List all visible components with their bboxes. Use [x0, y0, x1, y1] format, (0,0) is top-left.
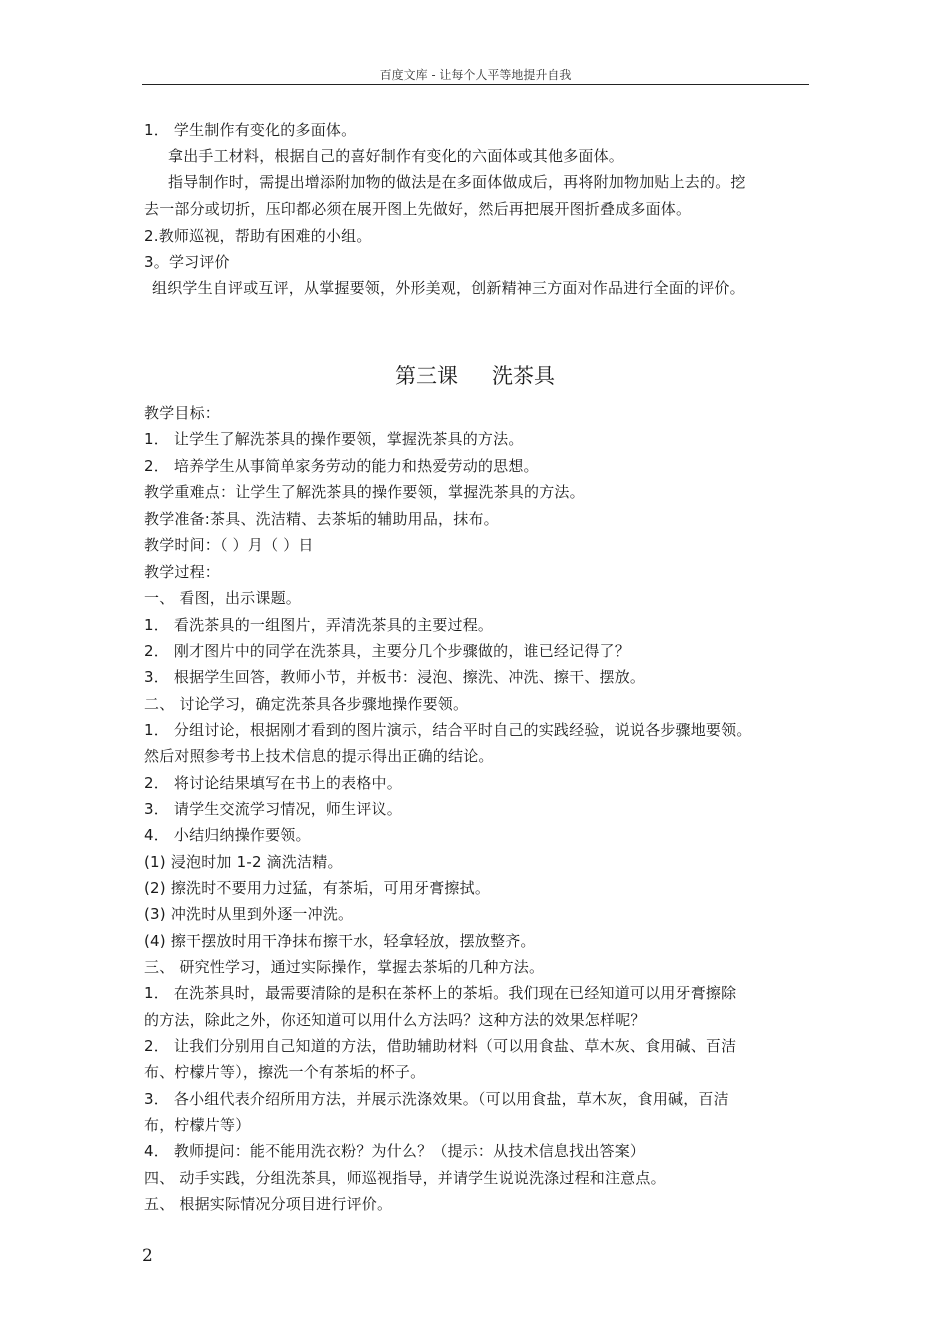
text-line: 2． 将讨论结果填写在书上的表格中。 [144, 774, 402, 792]
text-line: 1． 让学生了解洗茶具的操作要领，掌握洗茶具的方法。 [144, 430, 524, 448]
text-line: 教学时间：（ ）月（ ）日 [144, 536, 314, 554]
text-line: 四、 动手实践，分组洗茶具，师巡视指导，并请学生说说洗涤过程和注意点。 [144, 1169, 666, 1187]
page-number: 2 [142, 1246, 153, 1266]
text-line: 3． 根据学生回答，教师小节，并板书：浸泡、擦洗、冲洗、擦干、摆放。 [144, 668, 646, 686]
text-line: 一、 看图，出示课题。 [144, 589, 301, 607]
text-line: 3． 各小组代表介绍所用方法，并展示洗涤效果。（可以用食盐，草木灰，食用碱，百洁 [144, 1090, 729, 1108]
text-line: 二、 讨论学习，确定洗茶具各步骤地操作要领。 [144, 695, 469, 713]
text-line: 指导制作时，需提出增添附加物的做法是在多面体做成后，再将附加物加贴上去的。挖 [168, 173, 746, 191]
lesson-name: 洗茶具 [492, 364, 555, 388]
text-line: 4． 小结归纳操作要领。 [144, 826, 311, 844]
text-line: 教学过程： [144, 563, 221, 581]
text-line: (4) 擦干摆放时用干净抹布擦干水，轻拿轻放，摆放整齐。 [144, 932, 536, 950]
text-line: 组织学生自评或互评，从掌握要领，外形美观，创新精神三方面对作品进行全面的评价。 [152, 279, 745, 297]
page-header: 百度文库 - 让每个人平等地提升自我 [379, 68, 572, 82]
header-divider [142, 84, 809, 85]
text-line: 3． 请学生交流学习情况，师生评议。 [144, 800, 402, 818]
text-line: 教学目标： [144, 404, 221, 422]
text-line: 4． 教师提问：能不能用洗衣粉？为什么？（提示：从技术信息找出答案） [144, 1142, 646, 1160]
text-line: 教学准备:茶具、洗洁精、去茶垢的辅助用品，抹布。 [144, 510, 499, 528]
text-line: 2． 培养学生从事简单家务劳动的能力和热爱劳动的思想。 [144, 457, 539, 475]
text-line: 然后对照参考书上技术信息的提示得出正确的结论。 [144, 747, 494, 765]
text-line: 五、 根据实际情况分项目进行评价。 [144, 1195, 393, 1213]
text-line: 拿出手工材料，根据自己的喜好制作有变化的六面体或其他多面体。 [168, 147, 625, 165]
text-line: 1． 看洗茶具的一组图片，弄清洗茶具的主要过程。 [144, 616, 494, 634]
text-line: 2.教师巡视，帮助有困难的小组。 [144, 227, 372, 245]
text-line: 三、 研究性学习，通过实际操作，掌握去茶垢的几种方法。 [144, 958, 545, 976]
text-line: 2． 刚才图片中的同学在洗茶具，主要分几个步骤做的，谁已经记得了？ [144, 642, 630, 660]
text-line: 的方法，除此之外，你还知道可以用什么方法吗？这种方法的效果怎样呢？ [144, 1011, 646, 1029]
text-line: 教学重难点：让学生了解洗茶具的操作要领，掌握洗茶具的方法。 [144, 483, 585, 501]
text-line: 3。学习评价 [144, 253, 230, 271]
lesson-title [0, 360, 950, 390]
text-line: (3) 冲洗时从里到外逐一冲洗。 [144, 905, 354, 923]
text-line: 去一部分或切折，压印都必须在展开图上先做好，然后再把展开图折叠成多面体。 [144, 200, 692, 218]
text-line: (1) 浸泡时加 1-2 滴洗洁精。 [144, 853, 343, 871]
lesson-number: 第三课 [395, 364, 458, 388]
text-line: 1． 分组讨论，根据刚才看到的图片演示，结合平时自己的实践经验，说说各步骤地要领。 [144, 721, 752, 739]
text-line: 2． 让我们分别用自己知道的方法，借助辅助材料（可以用食盐、草木灰、食用碱、百洁 [144, 1037, 737, 1055]
text-line: (2) 擦洗时不要用力过猛，有茶垢，可用牙膏擦拭。 [144, 879, 491, 897]
text-line: 1． 学生制作有变化的多面体。 [144, 121, 357, 139]
text-line: 1． 在洗茶具时，最需要清除的是积在茶杯上的茶垢。我们现在已经知道可以用牙膏擦除 [144, 984, 737, 1002]
text-line: 布，柠檬片等） [144, 1116, 251, 1134]
text-line: 布、柠檬片等），擦洗一个有茶垢的杯子。 [144, 1063, 426, 1081]
